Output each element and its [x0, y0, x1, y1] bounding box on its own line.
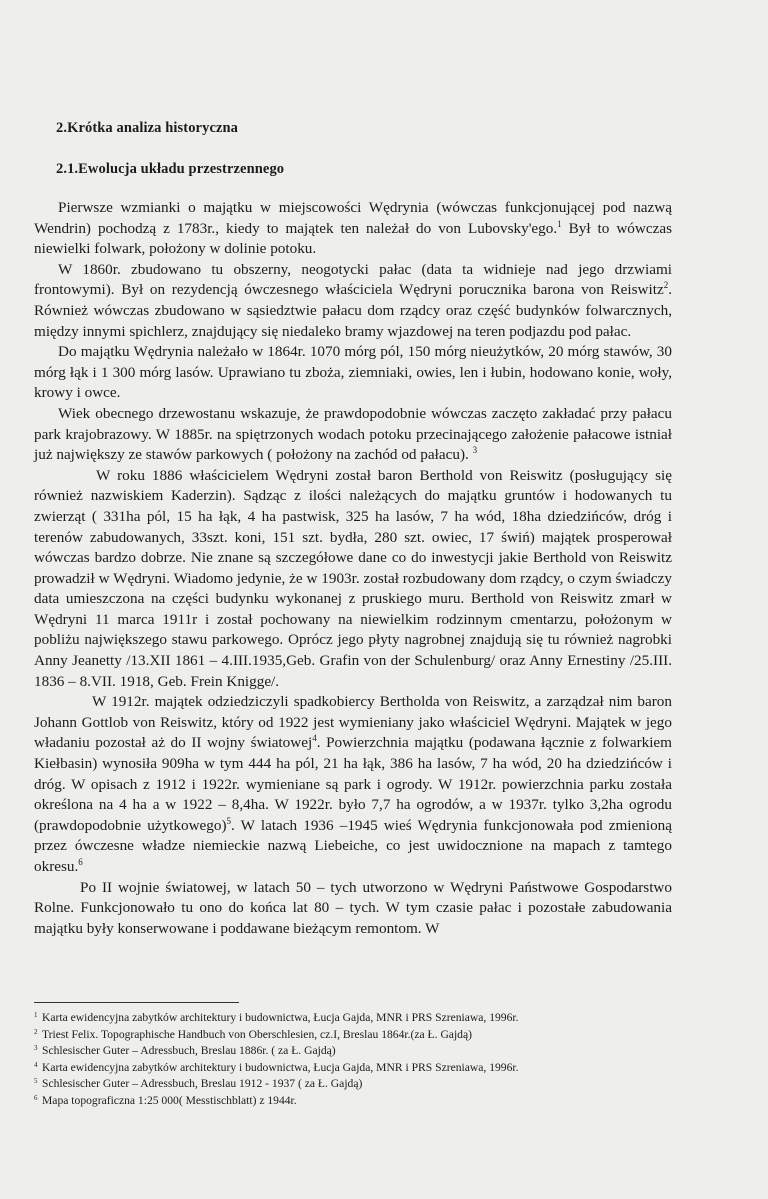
footnote-text: Triest Felix. Topographische Handbuch von Oberschlesien, cz.I, Breslau 1864r.(za Ł. Gajdą) — [42, 1027, 472, 1041]
footnote — [34, 1010, 694, 1027]
footnote-ref-6: 6 — [78, 856, 83, 867]
footnote-mark: 6 — [34, 1093, 38, 1102]
footnote — [34, 1093, 694, 1110]
paragraph-5: W roku 1886 właścicielem Wędryni został baron Berthold von Reiswitz (posługujący się również nazwiskiem Kaderzin). Sądząc z ilości należących do majątku gruntów i hodowanych tu zwierząt ( 331ha pól, 15 ha łąk, 4 ha pastwisk, 325 ha lasów, 7 ha wód, 18ha dziedzińców, dróg i terenów zabudowanych, 33szt. koni, 151 szt. bydła, 280 szt. owiec, 17 świń) majątek prosperował wówczas bardzo dobrze. Nie znane są szczegółowe dane co do inwestycji jakie Berthold von Reiswitz prowadził w Wędryni. Wiadomo jedynie, że w 1903r. został rozbudowany dom rządcy, o czym świadczy data umieszczona na części budynku wykonanej z pruskiego muru. Berthold von Reiswitz zmarł w Wędryni 11 marca 1911r i został pochowany na niewielkim rodzinnym cmentarzu, położonym w pobliżu największego stawu parkowego. Oprócz jego płyty nagrobnej znajdują się tu również nagrobki Anny Jeanetty /13.XII 1861 – 4.III.1935,Geb. Grafin von der Schulenburg/ oraz Anny Ernestiny /25.III. 1836 – 8.VII. 1918, Geb. Frein Knigge/. — [34, 466, 672, 690]
body-text — [34, 198, 672, 939]
footnote-mark: 4 — [34, 1060, 38, 1069]
footnote-text: Schlesischer Guter – Adressbuch, Breslau 1886r. ( za Ł. Gajdą) — [42, 1044, 336, 1058]
paragraph-7: Po II wojnie światowej, w latach 50 – tych utworzono w Wędryni Państwowe Gospodarstwo Rolne. Funkcjonowało tu ono do końca lat 80 – tych. W tym czasie pałac i pozostałe zabudowania majątku były konserwowane i poddawane bieżącym remontom. W — [34, 878, 672, 937]
section-heading: 2.Krótka analiza historyczna — [56, 120, 239, 136]
footnote-mark: 1 — [34, 1011, 38, 1019]
footnotes — [34, 1010, 694, 1110]
footnote — [34, 1060, 694, 1077]
footnote — [34, 1043, 694, 1060]
paragraph-1: Pierwsze wzmianki o majątku w miejscowości Wędrynia (wówczas funkcjonującej pod nazwą Wendrin) pochodzą z 1783r., kiedy to majątek ten należał do von Lubovsky'ego.$^1$ Był to wówczas niewielki folwark, położony w dolinie potoku. — [34, 199, 672, 258]
paragraph-2: W 1860r. zbudowano tu obszerny, neogotycki pałac (data ta widnieje nad jego drzwiami frontowymi). Był on rezydencją ówczesnego właściciela Wędryni porucznika barona von Reiswitz$^2$. Również wówczas zbudowano w sąsiedztwie pałacu dom rządcy oraz część budynków folwarcznych, między innymi spichlerz, znajdujący się niedaleko bramy wjazdowej na teren podjazdu pod pałac. — [34, 260, 672, 340]
footnote-ref-1: 1 — [557, 218, 562, 229]
footnote-text: Mapa topograficzna 1:25 000( Messtischblatt) z 1944r. — [42, 1093, 297, 1107]
footnote-ref-5: 5 — [226, 815, 232, 826]
footnote-ref-2: 2 — [663, 280, 669, 291]
paragraph-6: W 1912r. majątek odziedziczyli spadkobiercy Bertholda von Reiswitz, a zarządzał nim baron Johann Gottlob von Reiswitz, który od 1922 jest wymieniany jako właściciel Wędryni. Majątek w jego władaniu pozostał aż do II wojny światowej$^4$. Powierzchnia majątku (podawana łącznie z folwarkiem Kiełbasin) wynosiła 909ha w tym 444 ha pól, 21 ha łąk, 386 ha lasów, 7 ha wód, 20 ha dziedzińców i dróg. W opisach z 1912 i 1922r. wymieniane są park i ogrody. W 1912r. powierzchnia parku została określona na 4 ha a w 1922 – 8,4ha. W 1922r. było 7,7 ha ogrodów, a w 1937r. tylko 3,2ha ogrodu (prawdopodobnie użytkowego)$^5$. W latach 1936 –1945 wieś Wędrynia funkcjonowała pod zmienioną przez ówczesne władze niemieckie nazwą Liebeiche, co jest uwidocznione na mapach z tamtego okresu.$^6$ — [34, 693, 672, 875]
footnote-mark: 5 — [34, 1077, 38, 1086]
footnote-separator — [34, 1002, 239, 1003]
footnote-ref-4: 4 — [312, 733, 317, 744]
footnote-text: Karta ewidencyjna zabytków architektury i budownictwa, Łucja Gajda, MNR i PRS Szreniawa, 1996r. — [42, 1060, 519, 1074]
subsection-heading: 2.1.Ewolucja układu przestrzennego — [56, 161, 285, 177]
footnote-text: Schlesischer Guter – Adressbuch, Breslau 1912 - 1937 ( za Ł. Gajdą) — [42, 1077, 363, 1091]
paragraph-4: Wiek obecnego drzewostanu wskazuje, że prawdopodobnie wówczas zaczęto zakładać przy pałacu park krajobrazowy. W 1885r. na spiętrzonych wodach potoku przecinającego założenie pałacowe istniał już największy ze stawów parkowych ( położony na zachód od pałacu). $^3$ — [34, 404, 672, 464]
footnote — [34, 1076, 694, 1093]
paragraph-3: Do majątku Wędrynia należało w 1864r. 1070 mórg pól, 150 mórg nieużytków, 20 mórg stawów, 30 mórg łąk i 1 300 mórg lasów. Uprawiano tu zboża, ziemniaki, owies, len i łubin, hodowano konie, woły, krowy i owce. — [34, 343, 672, 402]
footnote-mark: 2 — [34, 1027, 38, 1036]
footnote-mark: 3 — [34, 1044, 38, 1053]
footnote-text: Karta ewidencyjna zabytków architektury i budownictwa, Łucja Gajda, MNR i PRS Szreniawa, 1996r. — [42, 1011, 519, 1024]
footnote-ref-3: 3 — [472, 445, 478, 456]
footnote — [34, 1027, 694, 1044]
